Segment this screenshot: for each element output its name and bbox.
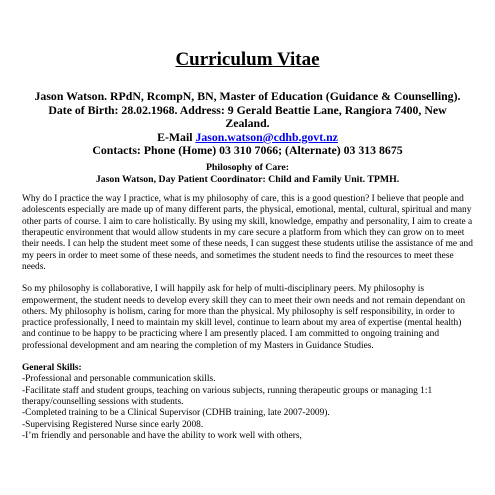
philosophy-paragraph-1: Why do I practice the way I practice, what is my philosophy of care, this is a good question? I believe that people and adolescents especially are made up of many different parts, the physical, emotional, mental, cultural, spiritual and many other parts of course. I aim to care holistically. By using my skill, knowledge, empathy and personality, I aim to create a therapeutic environment that would allow students in my care secure a platform from which they can grow on to meet their needs. I can help the student meet some of these needs, I can suggest these students utilise the assistance of me and my peers in order to meet some of these needs, and sometimes the student needs to find the resources to meet these needs. <box>22 194 473 272</box>
email-link[interactable]: Jason.watson@cdhb.govt.nz <box>195 129 338 144</box>
skill-item: -Supervising Registered Nurse since early 2008. <box>22 419 204 430</box>
philosophy-subtitle: Jason Watson, Day Patient Coordinator: Child and Family Unit. TPMH. <box>95 173 400 185</box>
philosophy-title: Philosophy of Care: <box>205 161 290 173</box>
personal-details <box>22 90 473 158</box>
skill-item: -I’m friendly and personable and have the ability to work well with others, <box>22 430 302 441</box>
general-skills <box>22 363 473 442</box>
contacts-line: Contacts: Phone (Home) 03 310 7066; (Alternate) 03 313 8675 <box>92 143 403 158</box>
name-qualifications: Jason Watson. RPdN, RcompN, BN, Master of Education (Guidance & Counselling). <box>34 89 461 103</box>
skill-item: -Professional and personable communication skills. <box>22 374 216 385</box>
philosophy-heading <box>22 162 473 185</box>
email-line <box>26 131 469 145</box>
document-title: Curriculum Vitae <box>175 49 320 70</box>
email-label: E-Mail <box>157 129 193 144</box>
philosophy-paragraph-2: So my philosophy is collaborative, I will happily ask for help of multi-disciplinary peers. My philosophy is empowerment, the student needs to develop every skill they can to meet their own needs and not remain dependant on others. My philosophy is holism, caring for more than the physical. My philosophy is self responsibility, in order to practice professionally, I need to maintain my skill level, continue to learn about my area of expertise (mental health) and continue to be happy to be practicing where I am presently placed. I am committed to ongoing training and professional development and am nearing the completion of my Masters in Guidance Studies. <box>22 284 466 351</box>
birth-address: Date of Birth: 28.02.1968. Address: 9 Gerald Beattie Lane, Rangiora 7400, New Zealand. <box>48 102 447 131</box>
skill-item: -Completed training to be a Clinical Supervisor (CDHB training, late 2007-2009). <box>22 408 330 419</box>
skill-item: -Facilitate staff and student groups, teaching on various subjects, running therapeutic groups or managing 1:1 therapy/counselling sessions with students. <box>22 385 433 407</box>
skills-title: General Skills: <box>22 363 82 374</box>
